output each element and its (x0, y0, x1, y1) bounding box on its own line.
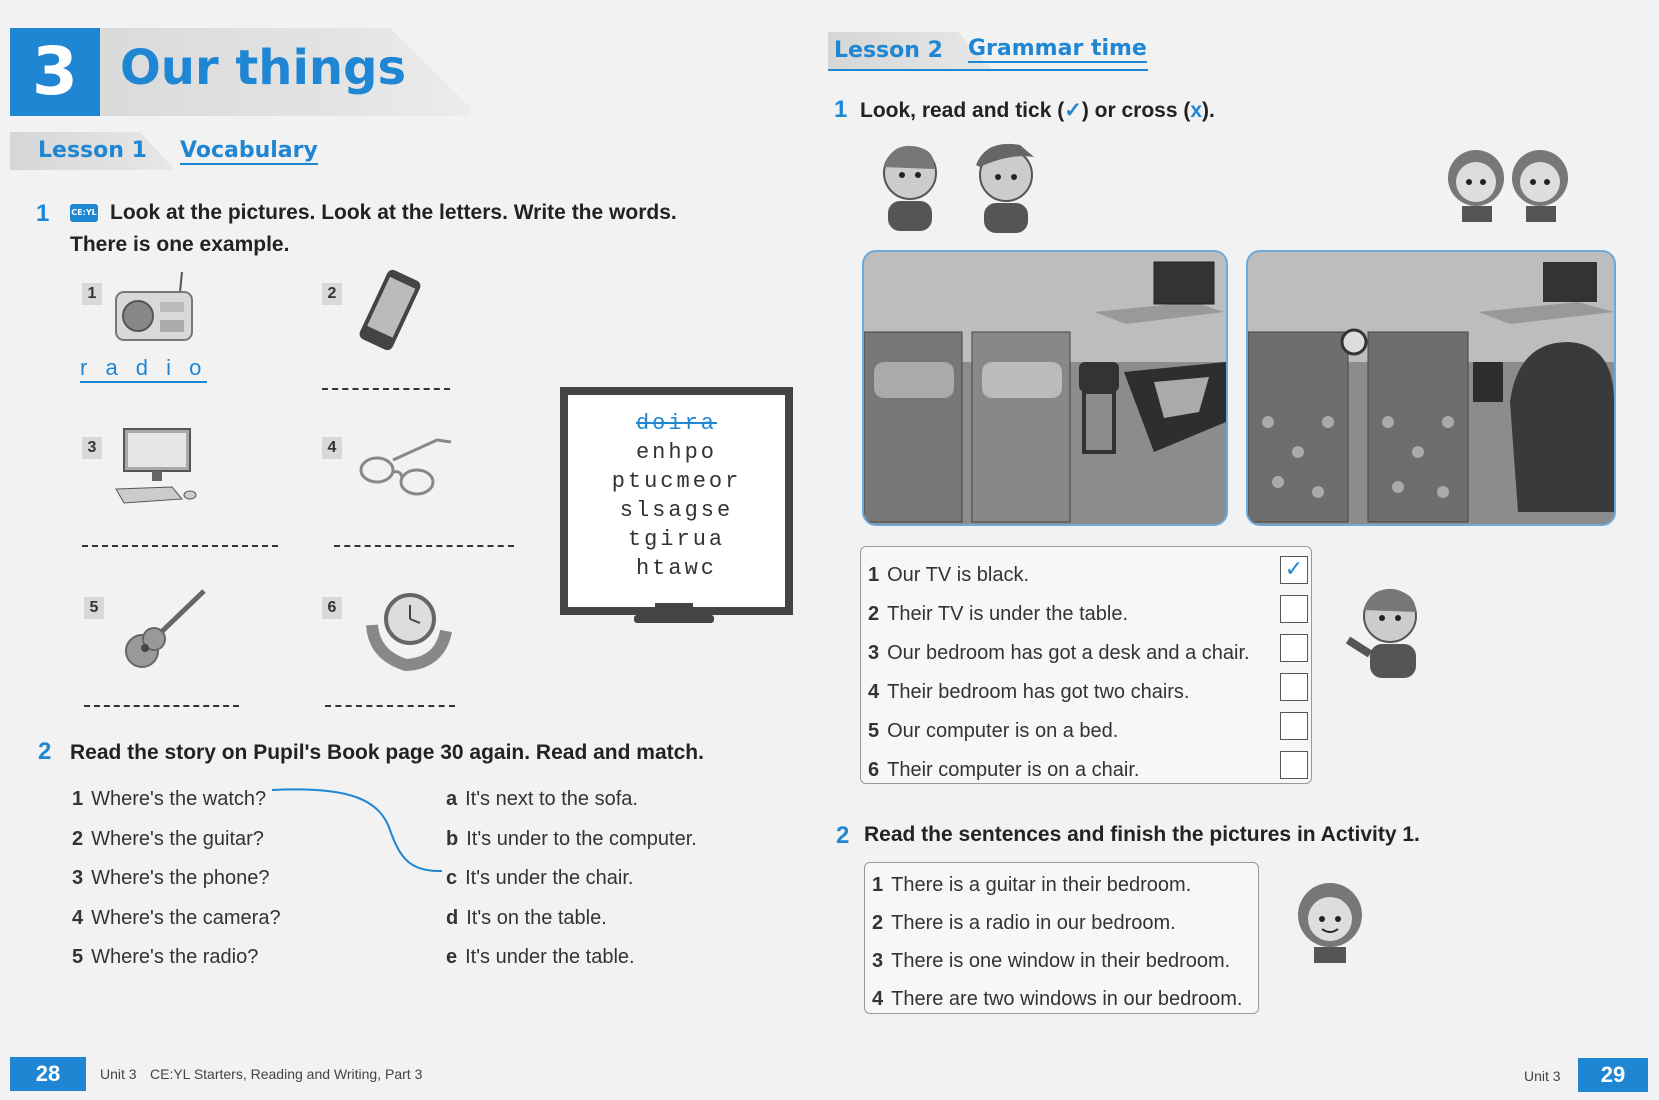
answer-blank[interactable] (322, 388, 450, 390)
answer-item: b It's under to the computer. (446, 827, 697, 850)
lesson2-title: Grammar time (968, 36, 1147, 61)
lesson2-label: Lesson 2 (834, 38, 943, 63)
tick-checkbox[interactable] (1280, 595, 1308, 623)
r-ex1-instruction: Look, read and tick (✓) or cross (x). (860, 99, 1215, 122)
r-ex2-number: 2 (836, 822, 850, 849)
question-item: 1 Where's the watch? (72, 788, 267, 810)
boy-waving-icon (1340, 580, 1430, 680)
anagram-word: doira (635, 411, 717, 436)
finish-sentence: 4 There are two windows in our bedroom. (872, 988, 1243, 1010)
lesson1-title: Vocabulary (180, 138, 318, 163)
tick-sentence: 6 Their computer is on a chair. (868, 759, 1140, 781)
finish-sentence: 1 There is a guitar in their bedroom. (872, 874, 1192, 896)
tick-sentence: 3 Our bedroom has got a desk and a chair. (868, 642, 1250, 664)
tick-checkbox[interactable]: ✓ (1280, 556, 1308, 584)
anagram-word: htawc (635, 556, 717, 581)
answer-blank[interactable] (84, 705, 239, 707)
girls-icon (1440, 140, 1580, 225)
checkbox-column (1280, 556, 1308, 779)
girl-icon (1290, 875, 1370, 965)
answer-blank[interactable] (334, 545, 514, 547)
r-ex2-instruction: Read the sentences and finish the pictures in Activity 1. (864, 823, 1420, 846)
question-list (72, 780, 281, 978)
item-number: 3 (82, 437, 102, 459)
tick-sentence: 5 Our computer is on a bed. (868, 720, 1119, 742)
ex1-instruction-1: Look at the pictures. Look at the letters. Write the words. (110, 201, 677, 224)
answer-item: e It's under the table. (446, 946, 635, 968)
anagram-word: enhpo (635, 440, 717, 465)
ex2-instruction: Read the story on Pupil's Book page 30 again. Read and match. (70, 741, 704, 764)
their-bedroom-picture (1246, 250, 1616, 526)
glasses-icon (355, 430, 455, 510)
anagram-list (568, 409, 785, 583)
tick-sentence: 1 Our TV is black. (868, 564, 1030, 586)
guitar-icon (118, 585, 213, 675)
question-item: 4 Where's the camera? (72, 906, 281, 929)
ex1-instruction-2: There is one example. (70, 233, 290, 256)
tick-checkbox[interactable] (1280, 751, 1308, 779)
answer-item: c It's under the chair. (446, 867, 634, 889)
item-number: 5 (84, 597, 104, 619)
tick-sentence-list (868, 556, 1250, 790)
answer-blank[interactable] (325, 705, 455, 707)
question-item: 2 Where's the guitar? (72, 827, 264, 850)
r-ex1-number: 1 (834, 96, 848, 123)
example-answer: r a d i o (80, 355, 207, 383)
footer-unit-right: Unit 3 (1524, 1068, 1561, 1084)
tick-sentence: 4 Their bedroom has got two chairs. (868, 681, 1190, 703)
ceyl-badge-icon: CE:YL (70, 204, 98, 222)
computer-icon (112, 425, 202, 510)
item-number: 6 (322, 597, 342, 619)
item-number: 2 (322, 283, 342, 305)
anagram-word: ptucmeor (611, 469, 742, 494)
tick-checkbox[interactable] (1280, 673, 1308, 701)
question-item: 3 Where's the phone? (72, 867, 270, 889)
watch-icon (362, 585, 452, 675)
boys-icon (870, 135, 1060, 235)
page-number-right: 29 (1578, 1058, 1648, 1092)
tick-checkbox[interactable] (1280, 634, 1308, 662)
page-number-left: 28 (10, 1057, 86, 1091)
answer-list (446, 780, 697, 978)
question-item: 5 Where's the radio? (72, 946, 259, 968)
finish-sentence: 3 There is one window in their bedroom. (872, 950, 1231, 972)
footer-note: CE:YL Starters, Reading and Writing, Part 3 (150, 1066, 423, 1082)
answer-item: d It's on the table. (446, 906, 607, 929)
example-match-line (270, 780, 445, 880)
finish-sentence-list (872, 866, 1242, 1018)
unit-number: 3 (10, 28, 100, 116)
lesson2-rule (828, 69, 1148, 71)
ex2-number: 2 (38, 738, 52, 765)
anagram-word: slsagse (619, 498, 734, 523)
phone-icon (350, 268, 434, 358)
anagram-tv-frame (560, 387, 793, 615)
anagram-word: tgirua (627, 527, 726, 552)
footer-unit-left: Unit 3 (100, 1066, 137, 1082)
answer-item: a It's next to the sofa. (446, 788, 638, 810)
radio-icon (112, 270, 196, 354)
tv-foot (634, 615, 714, 623)
lesson1-label: Lesson 1 (38, 138, 147, 163)
item-number: 4 (322, 437, 342, 459)
unit-title: Our things (120, 40, 407, 96)
tick-sentence: 2 Their TV is under the table. (868, 603, 1128, 625)
item-number: 1 (82, 283, 102, 305)
ex1-number: 1 (36, 200, 50, 227)
finish-sentence: 2 There is a radio in our bedroom. (872, 912, 1176, 934)
answer-blank[interactable] (82, 545, 278, 547)
tick-checkbox[interactable] (1280, 712, 1308, 740)
our-bedroom-picture (862, 250, 1228, 526)
